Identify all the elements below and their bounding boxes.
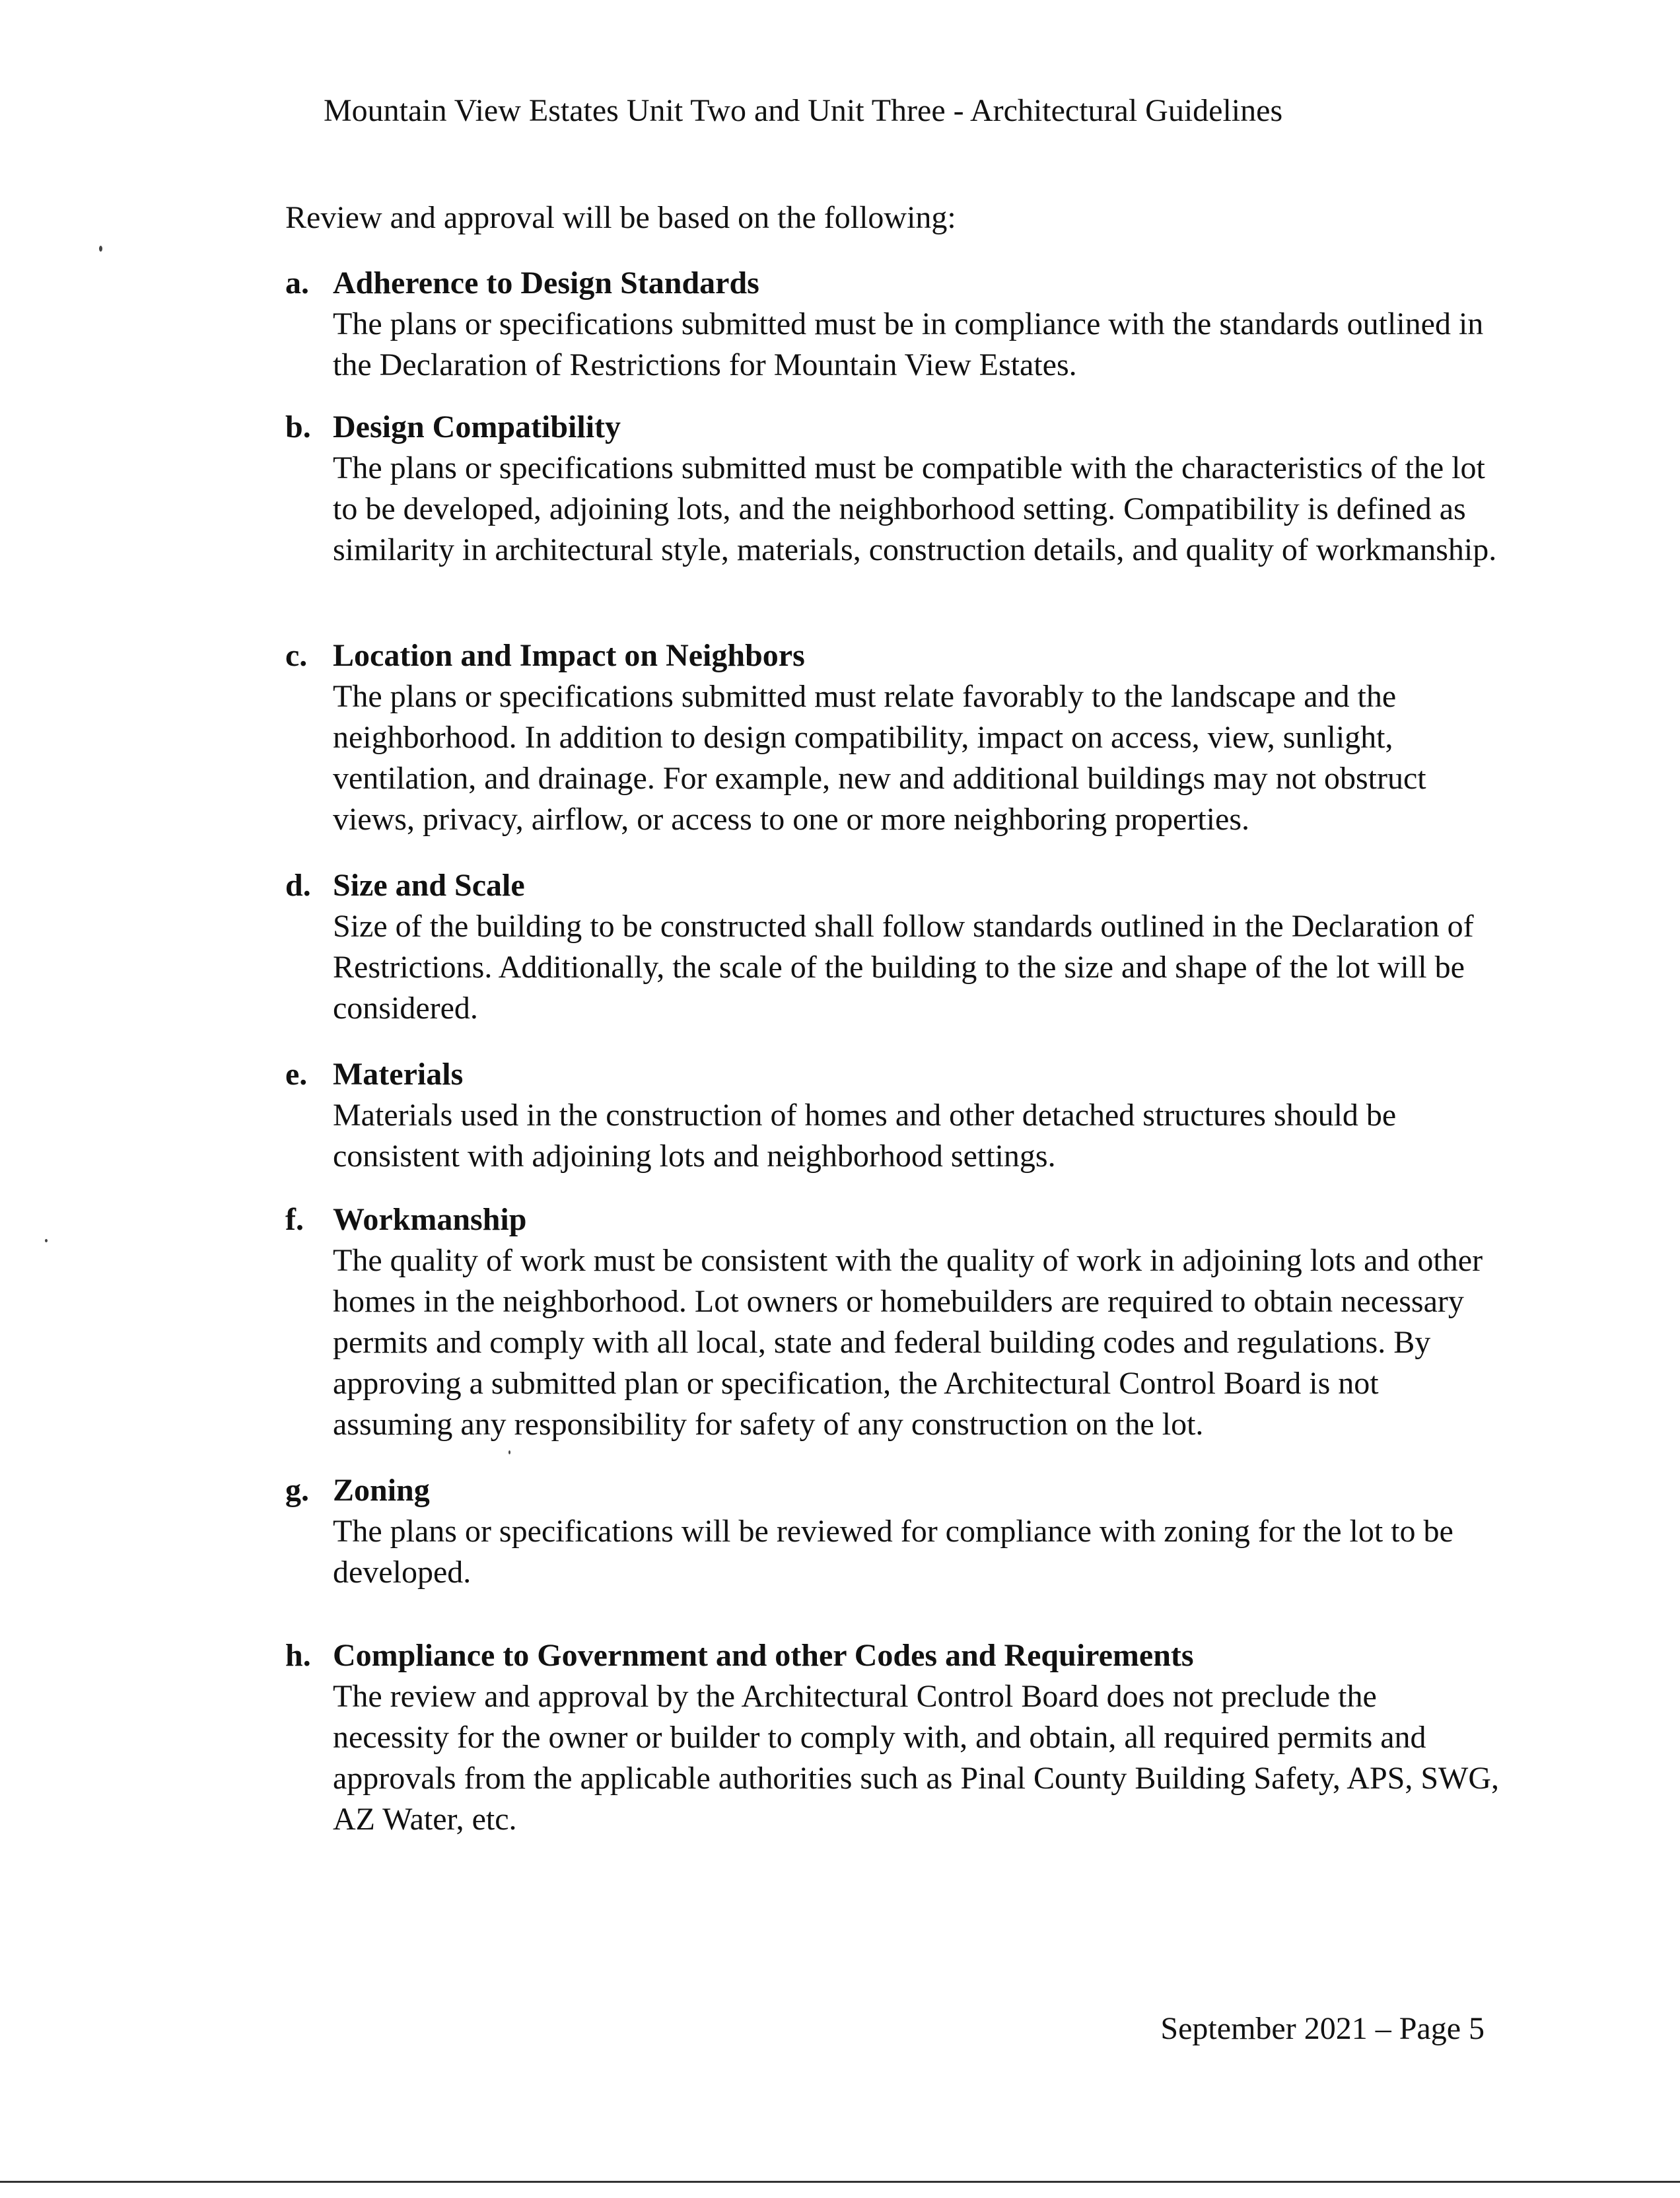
guideline-heading — [285, 1054, 1500, 1095]
guideline-item-e — [285, 1054, 1500, 1177]
item-letter: g. — [285, 1473, 309, 1508]
item-title: Zoning — [333, 1473, 430, 1508]
item-body: Size of the building to be constructed shall follow standards outlined in the Declaration of Restrictions. Additionally, the scale of the building to the size and shape of the lot will be considered. — [333, 909, 1474, 1026]
intro-text: Review and approval will be based on the following: — [285, 200, 956, 235]
item-title: Compliance to Government and other Codes and Requirements — [333, 1638, 1194, 1673]
item-title: Workmanship — [333, 1202, 527, 1237]
item-title: Materials — [333, 1057, 464, 1092]
guideline-item-h — [285, 1635, 1500, 1840]
item-title: Adherence to Design Standards — [333, 266, 759, 301]
guideline-item-b — [285, 407, 1500, 571]
guideline-heading — [285, 635, 1500, 676]
item-title: Size and Scale — [333, 868, 525, 903]
item-letter: h. — [285, 1638, 311, 1673]
item-body: The quality of work must be consistent with the quality of work in adjoining lots and other homes in the neighborhood. Lot owners or homebuilders are required to obtain necessary permits and comply with all local, state and federal building codes and regulations. By approving a submitted plan or specification, the Architectural Control Board is not assuming any responsibility for safety of any construction on the lot. — [333, 1243, 1483, 1442]
item-letter: d. — [285, 868, 311, 903]
guideline-item-f — [285, 1199, 1500, 1445]
item-letter: c. — [285, 638, 308, 673]
scan-speck — [45, 1239, 48, 1242]
page-footer: September 2021 – Page 5 — [1160, 2011, 1485, 2046]
guideline-item-c — [285, 635, 1500, 840]
item-title: Location and Impact on Neighbors — [333, 638, 805, 673]
item-title: Design Compatibility — [333, 409, 621, 444]
guideline-heading — [285, 263, 1500, 304]
guideline-heading — [285, 865, 1500, 906]
guideline-heading — [285, 1470, 1500, 1511]
item-letter: e. — [285, 1057, 308, 1092]
item-letter: a. — [285, 266, 309, 301]
scan-speck — [508, 1450, 510, 1454]
guideline-item-d — [285, 865, 1500, 1029]
guideline-heading — [285, 1635, 1500, 1676]
guideline-item-g — [285, 1470, 1500, 1593]
bottom-scan-line — [0, 2181, 1680, 2183]
item-letter: f. — [285, 1202, 304, 1237]
guideline-heading — [285, 407, 1500, 448]
guideline-heading — [285, 1199, 1500, 1240]
item-body: The plans or specifications submitted must be compatible with the characteristics of the lot to be developed, adjoining lots, and the neighborhood setting. Compatibility is defined as similarity in architectural style, materials, construction details, and quality of workmanship. — [333, 450, 1497, 567]
item-body: The plans or specifications submitted must relate favorably to the landscape and the neighborhood. In addition to design compatibility, impact on access, view, sunlight, ventilation, and drainage. For example, new and additional buildings may not obstruct views, privacy, airflow, or access to one or more neighboring properties. — [333, 679, 1426, 837]
scan-speck — [99, 246, 102, 252]
item-body: The review and approval by the Architectural Control Board does not preclude the necessity for the owner or builder to comply with, and obtain, all required permits and approvals from the applicable authorities such as Pinal County Building Safety, APS, SWG, AZ Water, etc. — [333, 1679, 1499, 1837]
item-body: The plans or specifications submitted must be in compliance with the standards outlined in the Declaration of Restrictions for Mountain View Estates. — [333, 306, 1484, 382]
item-letter: b. — [285, 409, 311, 444]
guideline-item-a — [285, 263, 1500, 386]
page-header: Mountain View Estates Unit Two and Unit Three - Architectural Guidelines — [324, 93, 1283, 128]
item-body: The plans or specifications will be reviewed for compliance with zoning for the lot to be developed. — [333, 1514, 1453, 1590]
item-body: Materials used in the construction of homes and other detached structures should be consistent with adjoining lots and neighborhood settings. — [333, 1098, 1397, 1174]
